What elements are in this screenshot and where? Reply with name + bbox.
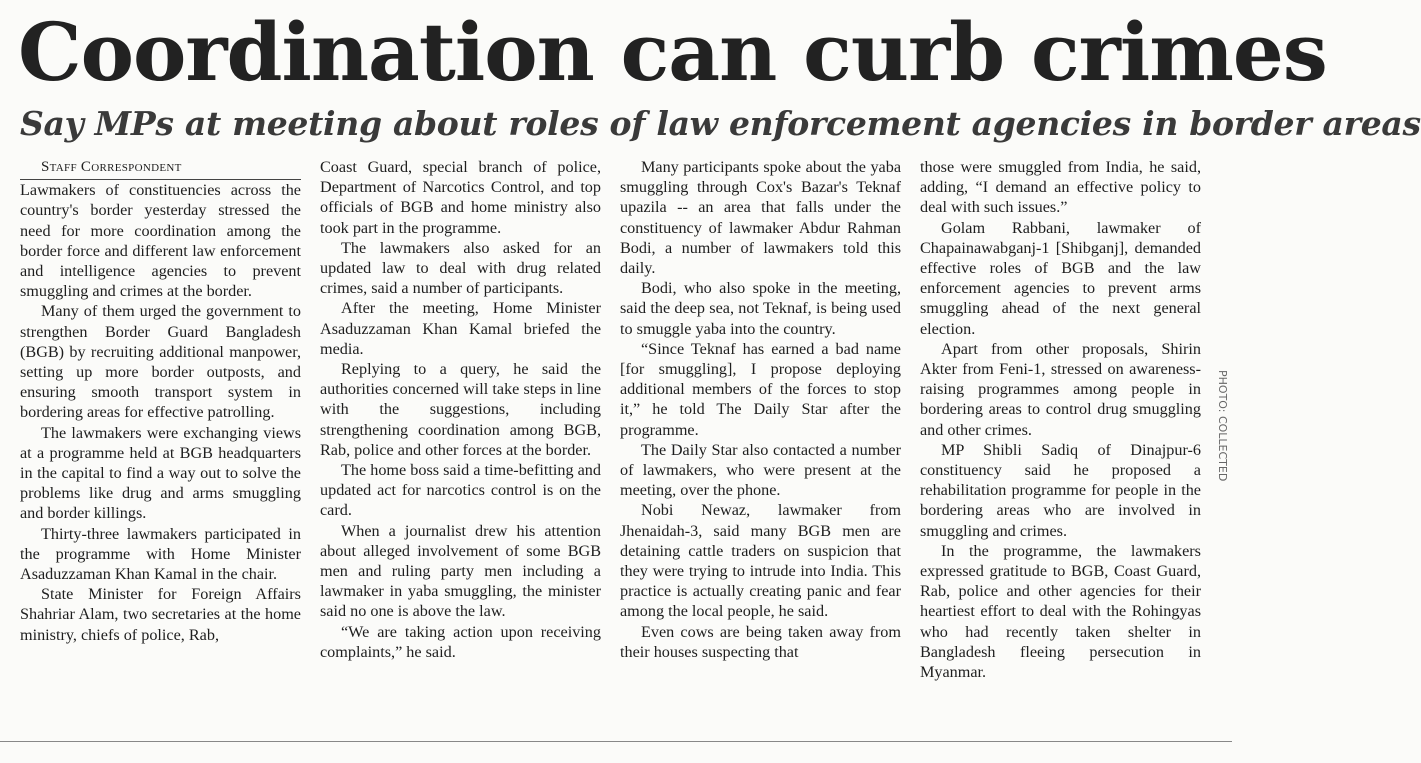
paragraph: The home boss said a time-befitting and updated act for narcotics control is on the card. [320,461,601,520]
paragraph: In the programme, the lawmakers expressed gratitude to BGB, Coast Guard, Rab, police and other agencies for their heartiest effort to deal with the Rohingyas who had recently taken shelter in Bangladesh fleeing persecution in Myanmar. [920,541,1201,682]
subheadline: Say MPs at meeting about roles of law enforcement agencies in border areas [20,104,1421,143]
paragraph: those were smuggled from India, he said, adding, “I demand an effective policy to deal with such issues.” [920,158,1201,217]
article-column-4 [920,157,1201,682]
paragraph: Many participants spoke about the yaba smuggling through Cox's Bazar's Teknaf upazila -- an area that falls under the constituency of lawmaker Abdur Rahman Bodi, a number of lawmakers told this daily. [620,158,901,278]
paragraph: Apart from other proposals, Shirin Akter from Feni-1, stressed on awareness-raising programmes among people in bordering areas to control drug smuggling and other crimes. [920,339,1201,439]
paragraph: Lawmakers of constituencies across the country's border yesterday stressed the need for more coordination among the border force and different law enforcement and intelligence agencies to prevent smuggling and crimes at the border. [20,181,301,301]
paragraph: MP Shibli Sadiq of Dinajpur-6 constituency said he proposed a rehabilitation programme for people in the bordering areas who are involved in smuggling and crimes. [920,440,1201,540]
paragraph: State Minister for Foreign Affairs Shahriar Alam, two secretaries at the home ministry, chiefs of police, Rab, [20,585,301,644]
paragraph: The lawmakers were exchanging views at a programme held at BGB headquarters in the capital to find a way out to solve the problems like drug and arms smuggling and border killings. [20,423,301,523]
paragraph: Bodi, who also spoke in the meeting, said the deep sea, not Teknaf, is being used to smuggle yaba into the country. [620,279,901,338]
bottom-rule [0,741,1232,742]
paragraph: “Since Teknaf has earned a bad name [for smuggling], I propose deploying additional members of the forces to stop it,” he told The Daily Star after the programme. [620,339,901,439]
paragraph: Nobi Newaz, lawmaker from Jhenaidah-3, said many BGB men are detaining cattle traders on suspicion that they were trying to intrude into India. This practice is actually creating panic and fear among the local people, he said. [620,501,901,621]
paragraph: Replying to a query, he said the authorities concerned will take steps in line with the suggestions, including strengthening coordination among BGB, Rab, police and other forces at the border. [320,360,601,459]
paragraph: Thirty-three lawmakers participated in the programme with Home Minister Asaduzzaman Khan Kamal in the chair. [20,524,301,584]
article-column-3 [620,157,901,662]
paragraph: Many of them urged the government to strengthen Border Guard Bangladesh (BGB) by recruiting additional manpower, setting up more border outposts, and ensuring smooth transport system in bordering areas for effective patrolling. [20,302,301,422]
paragraph: “We are taking action upon receiving complaints,” he said. [320,622,601,661]
headline: Coordination can curb crimes [18,5,1327,99]
paragraph: The lawmakers also asked for an updated law to deal with drug related crimes, said a number of participants. [320,238,601,298]
byline: Staff Correspondent [20,157,301,180]
paragraph: Golam Rabbani, lawmaker of Chapainawabganj-1 [Shibganj], demanded effective roles of BGB and the law enforcement agencies to prevent arms smuggling ahead of the next general election. [920,218,1201,338]
paragraph: Even cows are being taken away from their houses suspecting that [620,622,901,661]
photo-credit: PHOTO: COLLECTED [1216,370,1229,482]
paragraph: Coast Guard, special branch of police, Department of Narcotics Control, and top officials of BGB and home ministry also took part in the programme. [320,158,601,237]
article-column-1 [20,157,301,645]
paragraph: When a journalist drew his attention about alleged involvement of some BGB men and ruling party men including a lawmaker in yaba smuggling, the minister said no one is above the law. [320,521,601,621]
paragraph: The Daily Star also contacted a number of lawmakers, who were present at the meeting, over the phone. [620,440,901,500]
paragraph: After the meeting, Home Minister Asaduzzaman Khan Kamal briefed the media. [320,299,601,358]
article-column-2 [320,157,601,662]
